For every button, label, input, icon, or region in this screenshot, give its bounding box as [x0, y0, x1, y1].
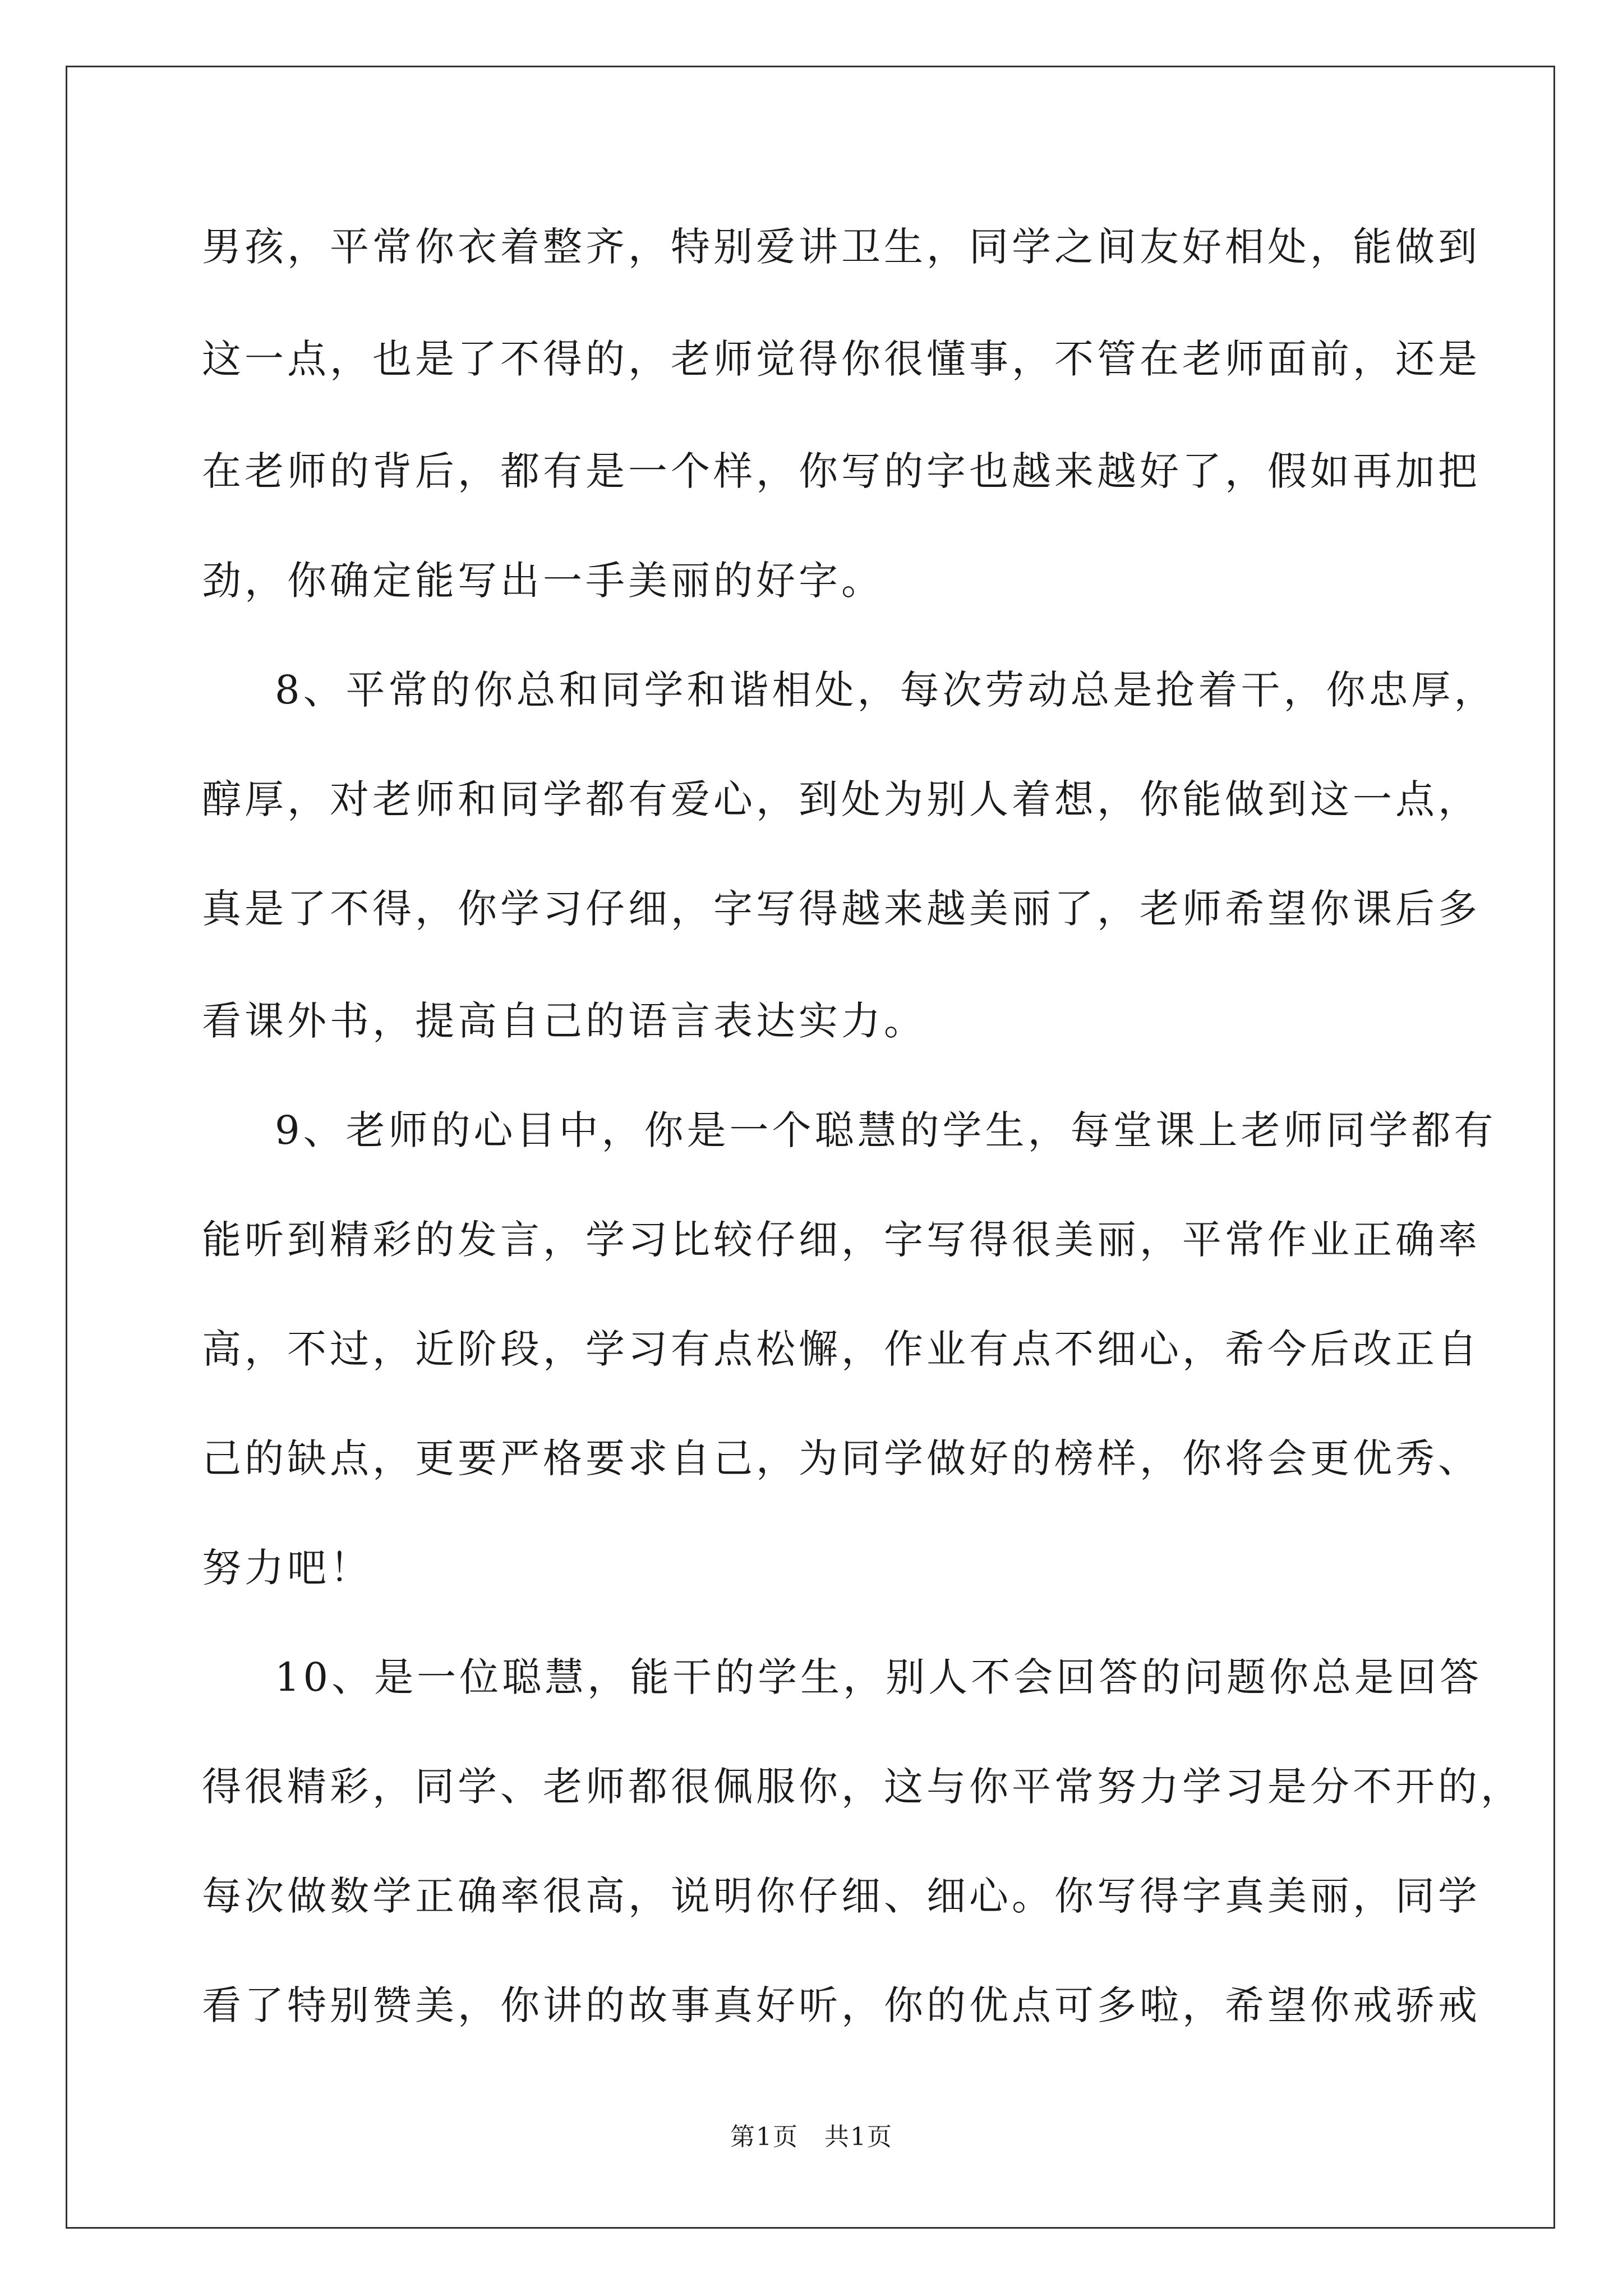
text-line: 能听到精彩的发言，学习比较仔细，字写得很美丽，平常作业正确率	[202, 1217, 1481, 1263]
text-line: 看了特别赞美，你讲的故事真好听，你的优点可多啦，希望你戒骄戒	[202, 1982, 1481, 2028]
text-line: 男孩，平常你衣着整齐，特别爱讲卫生，同学之间友好相处，能做到	[202, 224, 1481, 270]
text-line: 己的缺点，更要严格要求自己，为同学做好的榜样，你将会更优秀、	[202, 1435, 1481, 1481]
text-line: 努力吧！	[202, 1545, 372, 1591]
paragraph-8-start: 8、平常的你总和同学和谐相处，每次劳动总是抢着干，你忠厚，	[275, 667, 1497, 713]
text-line: 真是了不得，你学习仔细，字写得越来越美丽了，老师希望你课后多	[202, 886, 1481, 932]
text-line: 劲，你确定能写出一手美丽的好字。	[202, 558, 884, 604]
page-number: 第1页 共1页	[730, 2123, 893, 2151]
text-line: 这一点，也是了不得的，老师觉得你很懂事，不管在老师面前，还是	[202, 336, 1481, 382]
text-line: 看课外书，提高自己的语言表达实力。	[202, 998, 926, 1044]
text-line: 高，不过，近阶段，学习有点松懈，作业有点不细心，希今后改正自	[202, 1326, 1481, 1372]
text-line: 醇厚，对老师和同学都有爱心，到处为别人着想，你能做到这一点，	[202, 776, 1481, 822]
text-line: 在老师的背后，都有是一个样，你写的字也越来越好了，假如再加把	[202, 448, 1481, 494]
paragraph-9-start: 9、老师的心目中，你是一个聪慧的学生，每堂课上老师同学都有	[275, 1107, 1497, 1153]
text-line: 每次做数学正确率很高，说明你仔细、细心。你写得字真美丽，同学	[202, 1873, 1481, 1919]
text-line: 得很精彩，同学、老师都很佩服你，这与你平常努力学习是分不开的，	[202, 1764, 1523, 1810]
paragraph-10-start: 10、是一位聪慧，能干的学生，别人不会回答的问题你总是回答	[275, 1654, 1483, 1700]
